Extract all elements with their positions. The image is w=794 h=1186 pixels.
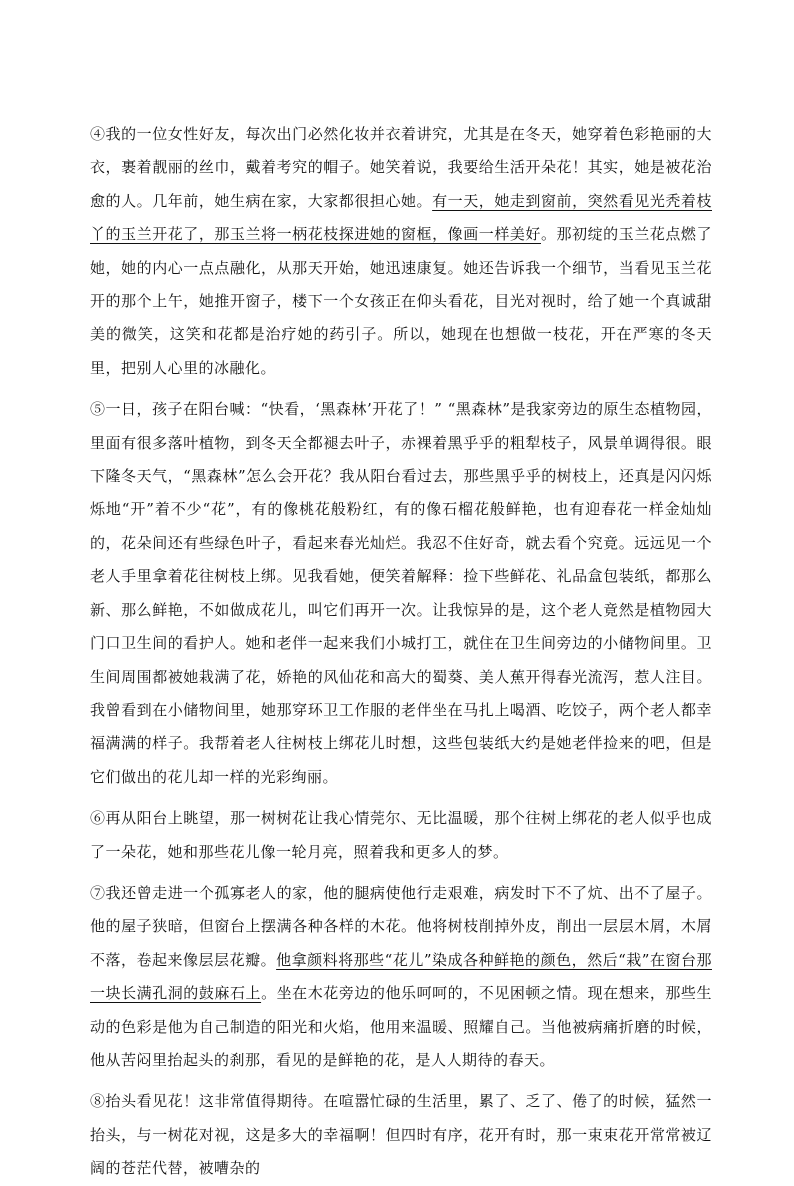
text: 。那初绽的玉兰花点燃了她，她的内心一点点融化，从那天开始，她迅速康复。她还告诉我一个细节，当看见玉兰花开的那个上午，她推开窗子，楼下一个女孩正在仰头看花，目光对视时，给了她一个真诚甜美的微笑，这笑和花都是治疗她的药引子。所以，她现在也想做一枝花，开在严寒的冬天里，把别人心里的冰融化。 (90, 225, 712, 377)
underlined-sentence: 他拿颜料将那些“花儿”染成各种鲜艳的颜色，然后“栽”在窗台那一块长满孔洞的鼓麻石上 (90, 950, 712, 1003)
text: ⑤一日，孩子在阳台喊：“快看，‘黑森林’开花了！” “黑森林”是我家旁边的原生态植物园，里面有很多落叶植物，到冬天全都褪去叶子，赤裸着黑乎乎的粗犁枝子，风景单调得很。眼下隆冬天气，“黑森林”怎么会开花？我从阳台看过去，那些黑乎乎的树枝上，还真是闪闪烁烁地“开”着不少“花”，有的像桃花般粉红，有的像石榴花般鲜艳，也有迎春花一样金灿灿的，花朵间还有些绿色叶子，看起来春光灿烂。我忍不住好奇，就去看个究竟。远远见一个老人手里拿着花往树枝上绑。见我看她，便笑着解释：捡下些鲜花、礼品盒包装纸，都那么新、那么鲜艳，不如做成花儿，叫它们再开一次。让我惊异的是，这个老人竟然是植物园大门口卫生间的看护人。她和老伴一起来我们小城打工，就住在卫生间旁边的小储物间里。卫生间周围都被她栽满了花，娇艳的风仙花和高大的蜀葵、美人蕉开得春光流泻，惹人注目。我曾看到在小储物间里，她那穿环卫工作服的老伴坐在马扎上喝酒、吃饺子，两个老人都幸福满满的样子。我帮着老人往树枝上绑花儿时想，这些包装纸大约是她老伴捡来的吧，但是它们做出的花儿却一样的光彩绚丽。 (90, 400, 712, 786)
paragraph-5 (90, 393, 712, 794)
text: ⑧抬头看见花！这非常值得期待。在喧嚣忙碌的生活里，累了、乏了、倦了的时候，猛然一抬头，与一树花对视，这是多大的幸福啊！但四时有序，花开有时，那一束束花开常常被辽阔的苍茫代替，被嘈杂的 (90, 1092, 712, 1178)
paragraph-4 (90, 118, 712, 385)
text: 。坐在木花旁边的他乐呵呵的，不见困顿之情。现在想来，那些生动的色彩是他为自己制造的阳光和火焰，他用来温暖、照耀自己。当他被病痛折磨的时候，他从苦闷里抬起头的刹那，看见的是鲜艳的花，是人人期待的春天。 (90, 984, 712, 1069)
text: ⑥再从阳台上眺望，那一树树花让我心情莞尔、无比温暖，那个往树上绑花的老人似乎也成了一朵花，她和那些花儿像一轮月亮，照着我和更多人的梦。 (90, 809, 712, 861)
paragraph-7 (90, 877, 712, 1077)
paragraph-8 (90, 1085, 712, 1185)
text: ⑦我还曾走进一个孤寡老人的家，他的腿病使他行走艰难，病发时下不了炕、出不了屋子。他的屋子狭暗，但窗台上摆满各种各样的木花。他将树枝削掉外皮，削出一层层木屑，木屑不落，卷起来像层层花瓣。 (90, 883, 712, 969)
underlined-sentence: 有一天，她走到窗前，突然看见光秃着枝丫的玉兰开花了，那玉兰将一柄花枝探进她的窗框，像画一样美好 (90, 191, 712, 244)
text: ④我的一位女性好友，每次出门必然化妆并衣着讲究，尤其是在冬天，她穿着色彩艳丽的大衣，裹着靓丽的丝巾，戴着考究的帽子。她笑着说，我要给生活开朵花！其实，她是被花治愈的人。几年前，她生病在家，大家都很担心她。 (90, 125, 712, 210)
article-body (90, 118, 712, 1186)
paragraph-6 (90, 802, 712, 869)
